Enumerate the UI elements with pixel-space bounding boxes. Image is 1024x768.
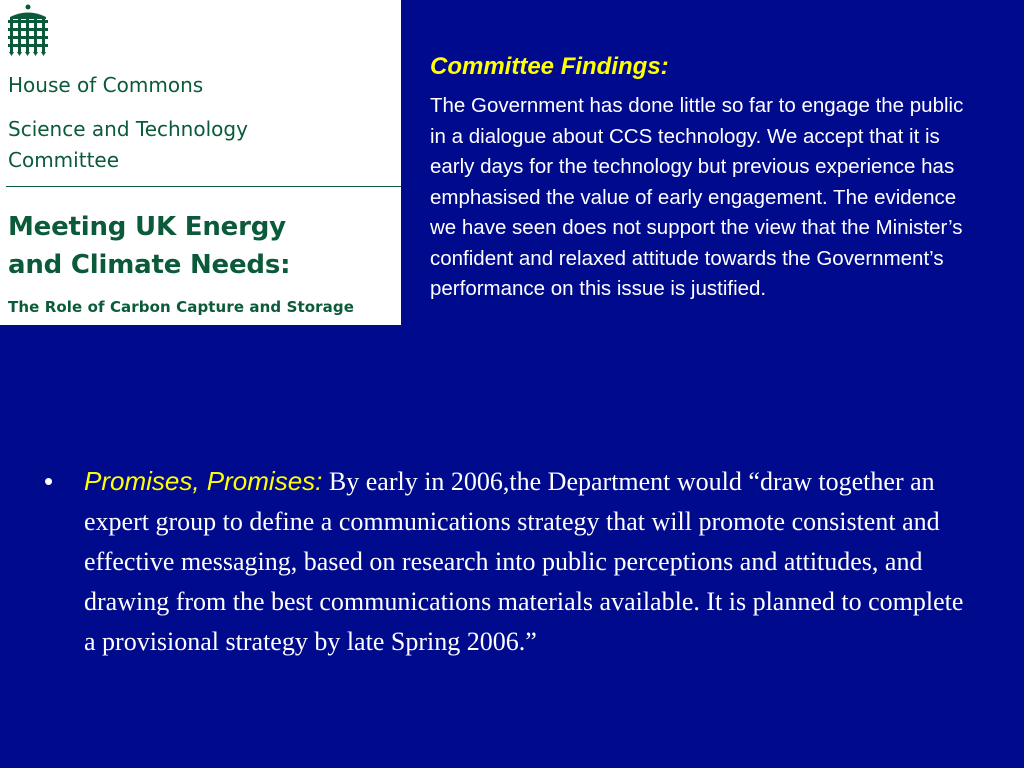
findings-heading: Committee Findings: bbox=[430, 53, 669, 80]
committee-name-line-1: Science and Technology bbox=[8, 117, 248, 141]
report-title-line-1: Meeting UK Energy bbox=[8, 212, 286, 242]
report-title-line-2: and Climate Needs: bbox=[8, 250, 291, 280]
portcullis-icon bbox=[6, 4, 50, 56]
report-cover-image bbox=[0, 0, 401, 325]
promises-bullet bbox=[44, 461, 964, 662]
bullet-marker: • bbox=[44, 466, 54, 496]
bullet-body: By early in 2006,the Department would “draw together an expert group to define a communications strategy that will promote consistent and effective messaging, based on research into public perceptions and attitudes, and drawing from the best communications materials available. It is planned to complete a provisional strategy by late Spring 2006.” bbox=[84, 467, 964, 656]
findings-text: The Government has done little so far to engage the public in a dialogue about CCS technology. We accept that it is early days for the technology but previous experience has emphasised the value of early engagement. The evidence we have seen does not support the view that the Minister’s confident and relaxed attitude towards the Government’s performance on this issue is justified. bbox=[430, 94, 964, 300]
committee-name-line-2: Committee bbox=[8, 148, 120, 172]
bullet-text bbox=[84, 461, 974, 662]
report-title bbox=[8, 208, 290, 284]
report-subtitle: The Role of Carbon Capture and Storage bbox=[8, 298, 355, 316]
bullet-label: Promises, Promises: bbox=[84, 466, 323, 496]
house-of-commons-label: House of Commons bbox=[8, 73, 204, 97]
committee-findings bbox=[430, 50, 1000, 305]
committee-name bbox=[8, 114, 248, 176]
cover-divider bbox=[6, 186, 401, 187]
